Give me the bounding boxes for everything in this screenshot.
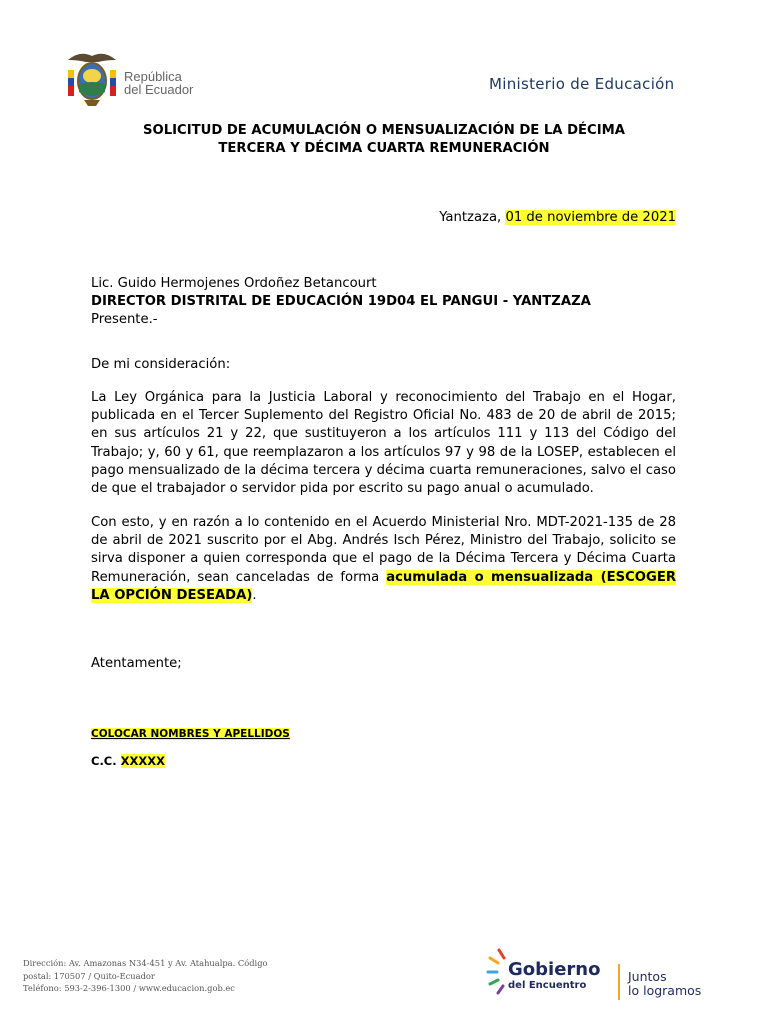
- address-line1: Dirección: Av. Amazonas N34-451 y Av. Atahualpa. Código: [23, 958, 268, 968]
- paragraph-1: La Ley Orgánica para la Justicia Laboral y reconocimiento del Trabajo en el Hogar, publicada en el Tercer Suplemento del Registro Oficial No. 483 de 20 de abril de 2015; en sus artículos 21 y 22, que sustituyeron a los artículos 111 y 113 del Código del Trabajo; y, 60 y 61, que reemplazaron a los artículos 97 y 98 de la LOSEP, establecen el pago mensualizado de la décima tercera y décima cuarta remuneraciones, salvo el caso de que el trabajador o servidor pida por escrito su pago anual o acumulado.: [91, 390, 676, 497]
- coat-of-arms-icon: [62, 48, 122, 110]
- footer-address: [23, 957, 268, 995]
- republic-logo: [62, 48, 212, 112]
- cc-label: C.C.: [91, 754, 117, 768]
- ministry-name: Ministerio de Educación: [489, 75, 675, 93]
- slogan-line1: Juntos: [628, 969, 667, 984]
- date-value: 01 de noviembre de 2021: [505, 210, 676, 225]
- paragraph-2: [91, 514, 676, 605]
- del-encuentro-word: del Encuentro: [508, 980, 587, 991]
- address-line2: postal: 170507 / Quito-Ecuador: [23, 970, 155, 981]
- title-line1: SOLICITUD DE ACUMULACIÓN O MENSUALIZACIÓN DE LA DÉCIMA: [143, 123, 625, 138]
- recipient-position: DIRECTOR DISTRITAL DE EDUCACIÓN 19D04 EL PANGUI - YANTZAZA: [91, 294, 591, 310]
- date-city: Yantzaza,: [439, 210, 502, 225]
- names-placeholder-text: COLOCAR NOMBRES Y APELLIDOS: [91, 728, 290, 740]
- gobierno-word: Gobierno: [508, 959, 601, 980]
- recipient-presente: Presente.-: [91, 312, 158, 328]
- signature-names-placeholder: [91, 728, 290, 740]
- document-title: [0, 122, 768, 158]
- address-line3: Teléfono: 593-2-396-1300 / www.educacion.gob.ec: [23, 983, 235, 993]
- republic-name-line2: del Ecuador: [124, 82, 194, 97]
- title-line2: TERCERA Y DÉCIMA CUARTA REMUNERACIÓN: [218, 141, 550, 156]
- cc-value: XXXXX: [120, 754, 165, 768]
- slogan-line2: lo logramos: [628, 983, 702, 998]
- signature-cc: [91, 754, 165, 768]
- date-line: [439, 209, 676, 227]
- paragraph-2-end: .: [252, 587, 257, 603]
- gobierno-logo: [486, 946, 716, 1006]
- closing: Atentamente;: [91, 656, 182, 671]
- logo-divider: [618, 964, 620, 1000]
- recipient-name: Lic. Guido Hermojenes Ordoñez Betancourt: [91, 276, 377, 291]
- paragraph-2-highlight: acumulada o mensualizada (ESCOGER LA OPCIÓN DESEADA): [91, 569, 676, 603]
- republic-name-line1: República: [124, 69, 182, 84]
- paragraph-2-text: Con esto, y en razón a lo contenido en el Acuerdo Ministerial Nro. MDT-2021-135 de 28 de abril de 2021 suscrito por el Abg. Andrés Isch Pérez, Ministro del Trabajo, solicito se sirva disponer a quien corresponda que el pago de la Décima Tercera y Décima Cuarta Remuneración, sean canceladas de forma: [91, 515, 676, 585]
- greeting: De mi consideración:: [91, 357, 231, 372]
- recipient-block: [91, 275, 591, 330]
